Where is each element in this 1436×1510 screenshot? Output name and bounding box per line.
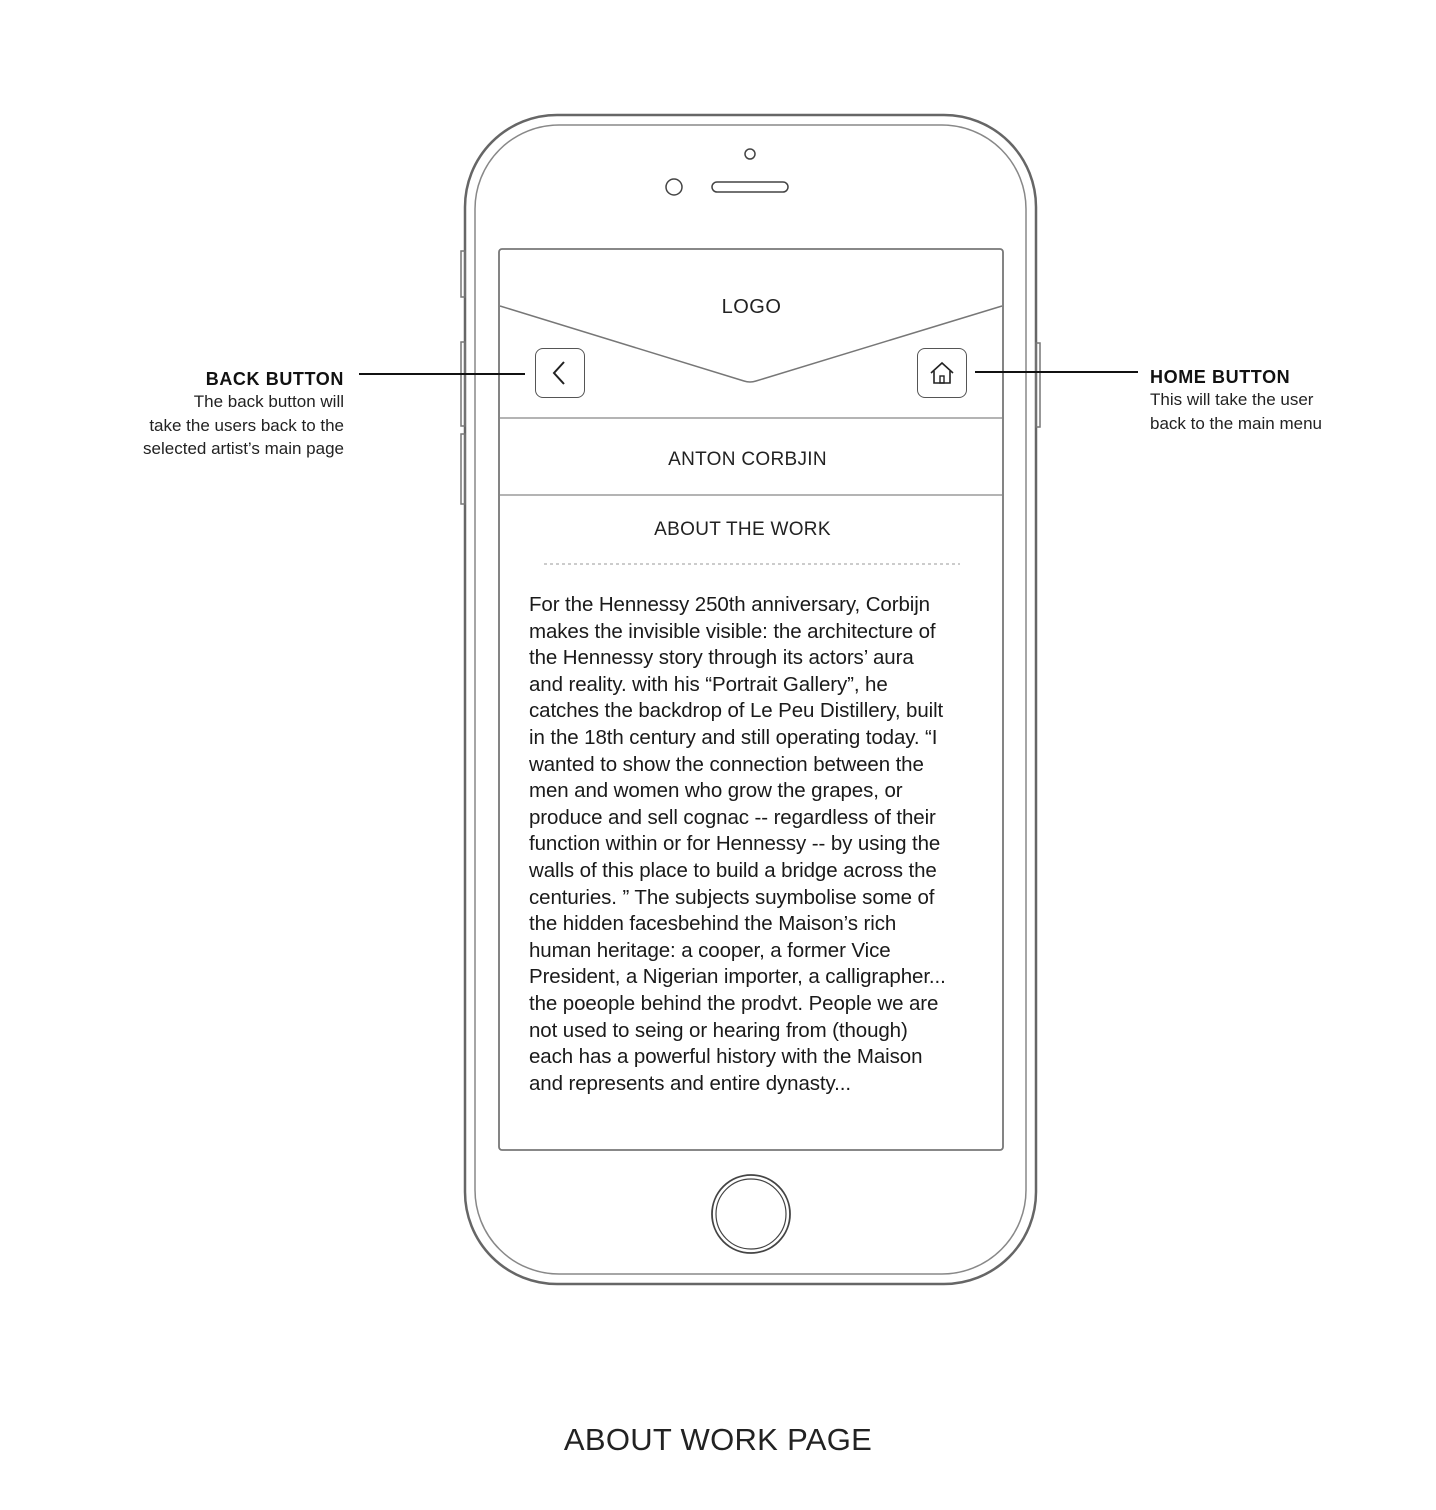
physical-home-button xyxy=(712,1175,790,1253)
home-annotation-title: HOME BUTTON xyxy=(1150,367,1291,387)
home-button[interactable] xyxy=(917,348,967,398)
page-caption: ABOUT WORK PAGE xyxy=(563,1422,873,1457)
home-button-annotation xyxy=(1150,367,1410,435)
sensor xyxy=(666,179,682,195)
back-button[interactable] xyxy=(535,348,585,398)
home-annotation-description: This will take the user back to the main menu xyxy=(1150,390,1322,433)
speaker-grille xyxy=(712,182,788,192)
home-icon xyxy=(928,360,956,386)
back-annotation-title: BACK BUTTON xyxy=(205,369,344,389)
back-button-annotation xyxy=(60,369,344,461)
logo-placeholder: LOGO xyxy=(721,296,782,318)
back-annotation-description: The back button will take the users back to the selected artist’s main page xyxy=(143,392,344,458)
chevron-left-icon xyxy=(549,360,571,386)
section-title: ABOUT THE WORK xyxy=(654,519,831,540)
front-camera xyxy=(745,149,755,159)
about-work-text: For the Hennessy 250th anniversary, Corbijn makes the invisible visible: the architecture of the Hennessy story through its actors’ aura and reality. with his “Portrait Gallery”, he catches the backdrop of Le Peu Distillery, built in the 18th century and still operating today. “I wanted to show the connection between the men and women who grow the grapes, or produce and sell cognac -- regardless of their function within or for Hennessy -- by using the walls of this place to build a bridge across the centuries. ” The subjects suymbolise some of the hidden facesbehind the Maison’s rich human heritage: a cooper, a former Vice President, a Nigerian importer, a calligrapher... the poeople behind the prodvt. People we are not used to seing or hearing from (though) each has a powerful history with the Maison and represents and entire dynasty... xyxy=(529,593,946,1095)
artist-name: ANTON CORBJIN xyxy=(668,449,827,470)
